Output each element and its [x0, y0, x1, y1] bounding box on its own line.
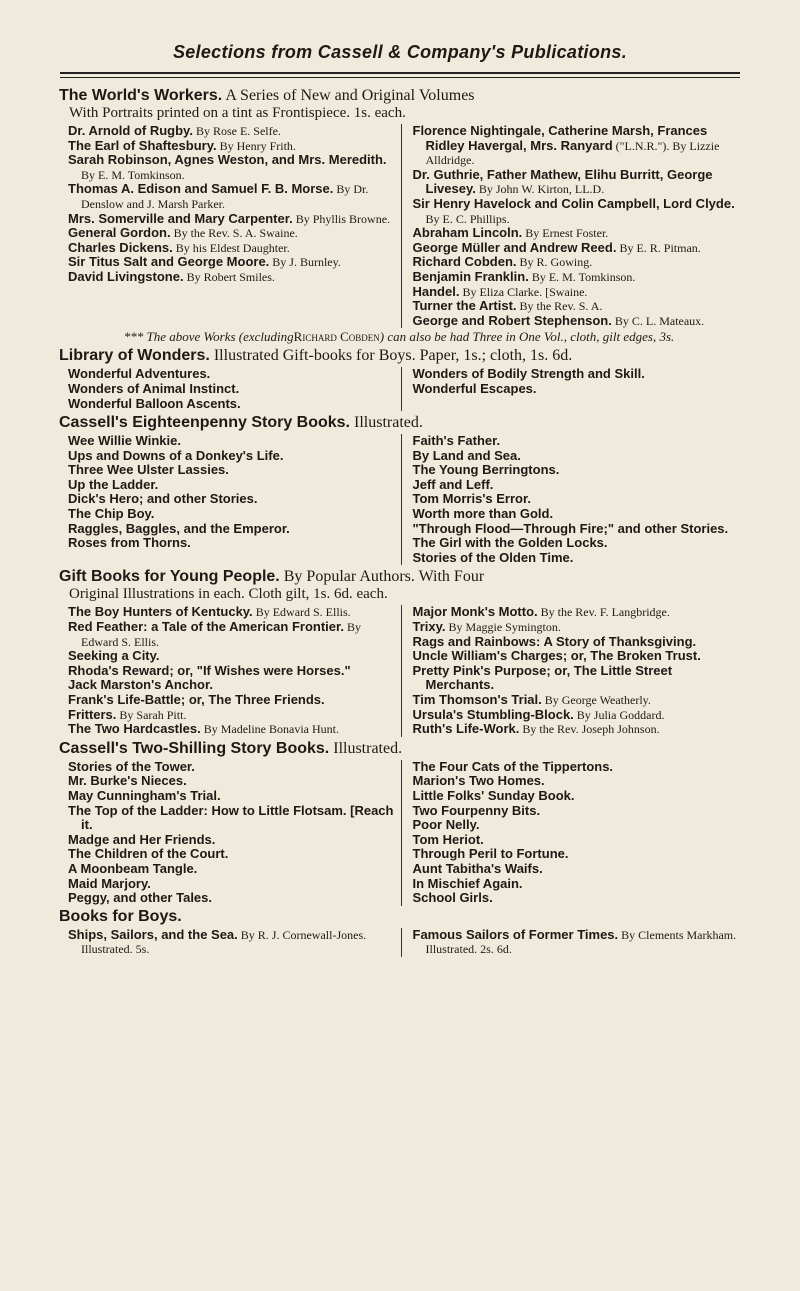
book-title: Turner the Artist.	[412, 298, 517, 314]
book-title: Dr. Guthrie, Father Mathew, Elihu Burritt, George Livesey.	[412, 166, 713, 197]
section-title: Books for Boys.	[59, 907, 182, 925]
book-author: By E. M. Tomkinson.	[81, 167, 185, 182]
book-title: Handel.	[412, 283, 460, 299]
book-title: Tom Morris's Error.	[412, 491, 531, 507]
book-entry	[68, 139, 395, 154]
column-right	[401, 605, 740, 736]
book-title: The Four Cats of the Tippertons.	[412, 758, 614, 774]
book-title: Aunt Tabitha's Waifs.	[412, 860, 543, 876]
book-title: Up the Ladder.	[68, 476, 159, 492]
book-title: Stories of the Olden Time.	[412, 549, 574, 565]
book-title: Jeff and Leff.	[412, 476, 494, 492]
book-title: Abraham Lincoln.	[412, 225, 523, 241]
book-author: By E. R. Pitman.	[616, 240, 701, 255]
book-title: By Land and Sea.	[412, 447, 521, 463]
book-title: Charles Dickens.	[68, 239, 173, 255]
book-title: School Girls.	[412, 890, 493, 906]
book-entry	[413, 299, 740, 314]
book-entry	[68, 241, 395, 256]
book-entry	[68, 605, 395, 620]
book-title: George and Robert Stephenson.	[412, 312, 612, 328]
section-columns	[68, 367, 739, 411]
book-entry	[68, 789, 395, 804]
book-entry	[413, 605, 740, 620]
book-title: Fritters.	[68, 706, 117, 722]
book-title: Two Fourpenny Bits.	[412, 802, 541, 818]
book-entry	[68, 449, 395, 464]
book-title: Trixy.	[412, 619, 446, 635]
book-entry	[413, 255, 740, 270]
book-author: By Dr. Denslow and J. Marsh Parker.	[81, 182, 369, 211]
book-author: By the Rev. S. A.	[516, 299, 603, 314]
book-entry	[413, 620, 740, 635]
book-author: By Julia Goddard.	[573, 707, 665, 722]
book-title: The Top of the Ladder: How to Little Flotsam. [Reach it.	[68, 802, 394, 833]
book-entry	[413, 551, 740, 566]
section-note	[59, 329, 739, 344]
book-author: ("L.N.R."). By Lizzie Alldridge.	[425, 138, 720, 168]
book-entry	[413, 382, 740, 397]
book-entry	[413, 774, 740, 789]
section-heading	[59, 568, 739, 586]
book-entry	[68, 153, 395, 182]
book-title: Ships, Sailors, and the Sea.	[68, 926, 238, 942]
book-title: General Gordon.	[68, 225, 171, 241]
book-entry	[413, 463, 740, 478]
book-author: By Clements Markham. Illustrated. 2s. 6d.	[425, 927, 737, 957]
book-title: Thomas A. Edison and Samuel F. B. Morse.	[68, 181, 334, 197]
book-author: By Ernest Foster.	[522, 226, 609, 241]
book-entry	[413, 862, 740, 877]
section-heading	[59, 87, 739, 105]
book-title: Wee Willie Winkie.	[68, 433, 181, 449]
book-author: By Edward S. Ellis.	[81, 620, 361, 649]
book-title: Red Feather: a Tale of the American Frontier.	[68, 619, 344, 635]
book-author: By Eliza Clarke. [Swaine.	[459, 284, 588, 299]
section-subtitle: By Popular Authors. With Four	[279, 568, 485, 586]
book-entry	[413, 124, 740, 168]
section-columns	[68, 434, 739, 565]
book-author: By Robert Smiles.	[183, 269, 275, 284]
book-title: Mr. Burke's Nieces.	[68, 773, 187, 789]
book-entry	[413, 492, 740, 507]
column-left	[68, 928, 395, 957]
column-left	[68, 124, 395, 328]
book-entry	[68, 774, 395, 789]
book-entry	[413, 522, 740, 537]
header-rule	[60, 72, 740, 74]
book-entry	[413, 434, 740, 449]
book-author: By his Eldest Daughter.	[172, 240, 290, 255]
book-title: Stories of the Tower.	[68, 758, 195, 774]
column-left	[68, 605, 395, 736]
book-entry	[413, 818, 740, 833]
book-entry	[68, 804, 395, 833]
book-author: By the Rev. S. A. Swaine.	[170, 226, 298, 241]
book-entry	[413, 708, 740, 723]
book-entry	[413, 270, 740, 285]
column-left	[68, 367, 395, 411]
book-entry	[413, 649, 740, 664]
book-title: "Through Flood—Through Fire;" and other Stories.	[412, 520, 729, 536]
book-title: Wonders of Animal Instinct.	[68, 380, 240, 396]
book-author: By Maggie Symington.	[445, 620, 561, 635]
book-entry	[68, 760, 395, 775]
book-title: Uncle William's Charges; or, The Broken Trust.	[412, 648, 701, 664]
book-title: Tim Thomson's Trial.	[412, 692, 542, 707]
section-heading	[59, 908, 739, 926]
book-title: Faith's Father.	[412, 433, 501, 449]
book-entry	[413, 847, 740, 862]
book-title: The Girl with the Golden Locks.	[412, 535, 608, 551]
book-title: Sir Titus Salt and George Moore.	[68, 254, 270, 270]
book-title: Ruth's Life-Work.	[412, 721, 520, 737]
book-title: Seeking a City.	[68, 648, 160, 664]
column-left	[68, 760, 395, 906]
column-right	[401, 928, 740, 957]
book-title: Wonders of Bodily Strength and Skill.	[412, 366, 645, 382]
book-title: Sir Henry Havelock and Colin Campbell, Lord Clyde.	[412, 195, 735, 211]
book-author: By E. M. Tomkinson.	[528, 269, 636, 284]
book-title: Benjamin Franklin.	[412, 268, 529, 284]
book-author: By E. C. Phillips.	[425, 211, 510, 226]
book-author: By C. L. Mateaux.	[611, 313, 705, 328]
book-entry	[68, 536, 395, 551]
book-entry	[413, 449, 740, 464]
book-author: By George Weatherly.	[541, 693, 651, 707]
section-title: Cassell's Eighteenpenny Story Books.	[59, 414, 350, 432]
section-title: Gift Books for Young People.	[59, 568, 280, 586]
book-entry	[413, 833, 740, 848]
book-title: Rags and Rainbows: A Story of Thanksgiving.	[412, 633, 697, 649]
book-title: David Livingstone.	[68, 268, 184, 284]
book-title: Sarah Robinson, Agnes Weston, and Mrs. Meredith.	[68, 152, 387, 168]
section-description: With Portraits printed on a tint as Frontispiece. 1s. each.	[69, 105, 406, 121]
book-entry	[413, 891, 740, 906]
section-columns	[68, 605, 739, 736]
book-author: By the Rev. Joseph Johnson.	[519, 722, 660, 737]
book-entry	[413, 664, 740, 693]
book-title: Maid Marjory.	[68, 875, 151, 891]
book-entry	[68, 397, 395, 412]
book-entry	[413, 722, 740, 737]
book-title: Frank's Life-Battle; or, The Three Friends.	[68, 692, 325, 707]
book-title: May Cunningham's Trial.	[68, 787, 221, 803]
book-entry	[413, 635, 740, 650]
catalogue-content	[59, 84, 739, 957]
book-entry	[413, 536, 740, 551]
book-title: The Young Berringtons.	[412, 462, 560, 478]
book-title: Tom Heriot.	[412, 831, 484, 847]
section-title: The World's Workers.	[59, 87, 223, 104]
section-columns	[68, 124, 739, 328]
section-title: Cassell's Two-Shilling Story Books.	[59, 739, 330, 757]
book-title: Famous Sailors of Former Times.	[412, 926, 619, 942]
book-entry	[68, 722, 395, 737]
book-title: The Children of the Court.	[68, 846, 229, 862]
book-entry	[68, 124, 395, 139]
book-entry	[413, 789, 740, 804]
book-entry	[68, 693, 395, 708]
section-columns	[68, 928, 739, 957]
book-entry	[68, 664, 395, 679]
book-entry	[68, 620, 395, 649]
book-entry	[68, 255, 395, 270]
book-title: Jack Marston's Anchor.	[68, 677, 213, 693]
book-title: Worth more than Gold.	[412, 506, 554, 522]
book-entry	[413, 226, 740, 241]
section-subtitle: Illustrated Gift-books for Boys. Paper, 1s.; cloth, 1s. 6d.	[209, 347, 573, 365]
book-entry	[68, 367, 395, 382]
section-heading	[59, 740, 739, 758]
book-entry	[413, 478, 740, 493]
book-title: Pretty Pink's Purpose; or, The Little Street Merchants.	[412, 662, 673, 693]
book-entry	[413, 314, 740, 329]
book-entry	[68, 226, 395, 241]
book-title: A Moonbeam Tangle.	[68, 860, 198, 876]
book-entry	[68, 847, 395, 862]
book-title: Madge and Her Friends.	[68, 831, 216, 847]
book-author: By R. Gowing.	[516, 255, 593, 270]
column-right	[401, 367, 740, 411]
book-author: By J. Burnley.	[269, 255, 341, 270]
book-entry	[413, 367, 740, 382]
book-author: By R. J. Cornewall-Jones. Illustrated. 5s.	[81, 927, 367, 957]
section-title: Library of Wonders.	[59, 347, 210, 365]
book-title: Major Monk's Motto.	[412, 604, 538, 620]
book-author: By Sarah Pitt.	[116, 707, 187, 722]
book-title: Poor Nelly.	[412, 817, 480, 833]
book-entry	[413, 197, 740, 226]
book-entry	[68, 708, 395, 723]
book-title: The Two Hardcastles.	[68, 721, 201, 737]
book-entry	[68, 862, 395, 877]
book-entry	[413, 877, 740, 892]
book-title: In Mischief Again.	[412, 875, 523, 891]
note-excluded: Richard Cobden	[293, 329, 380, 345]
book-entry	[413, 168, 740, 197]
book-title: Through Peril to Fortune.	[412, 846, 569, 862]
column-left	[68, 434, 395, 565]
book-entry	[68, 877, 395, 892]
book-title: George Müller and Andrew Reed.	[412, 239, 617, 255]
section-subtitle: A Series of New and Original Volumes	[222, 87, 475, 104]
book-title: Mrs. Somerville and Mary Carpenter.	[68, 210, 293, 226]
section-description: Original Illustrations in each. Cloth gilt, 1s. 6d. each.	[69, 586, 388, 603]
book-entry	[413, 693, 740, 708]
book-entry	[68, 478, 395, 493]
note-text: *** The above Works (excluding	[123, 329, 294, 345]
book-entry	[68, 463, 395, 478]
book-title: Three Wee Ulster Lassies.	[68, 462, 229, 478]
book-title: Peggy, and other Tales.	[68, 890, 212, 906]
book-entry	[68, 492, 395, 507]
book-title: Wonderful Adventures.	[68, 366, 211, 382]
book-title: Dick's Hero; and other Stories.	[68, 491, 258, 507]
book-title: Wonderful Balloon Ascents.	[68, 395, 241, 411]
book-title: Florence Nightingale, Catherine Marsh, Frances Ridley Havergal, Mrs. Ranyard	[412, 123, 708, 153]
book-title: Ups and Downs of a Donkey's Life.	[68, 447, 284, 463]
book-entry	[68, 270, 395, 285]
book-entry	[68, 182, 395, 211]
section-heading	[59, 414, 739, 432]
book-entry	[413, 928, 740, 957]
page-header: Selections from Cassell & Company's Publications.	[172, 42, 628, 62]
book-title: Dr. Arnold of Rugby.	[68, 123, 193, 138]
book-author: By John W. Kirton, LL.D.	[475, 182, 605, 197]
book-author: By Phyllis Browne.	[292, 211, 391, 226]
book-entry	[68, 434, 395, 449]
book-entry	[68, 649, 395, 664]
book-entry	[413, 760, 740, 775]
book-title: The Boy Hunters of Kentucky.	[68, 604, 253, 620]
book-title: Richard Cobden.	[412, 254, 517, 270]
book-title: The Chip Boy.	[68, 506, 155, 522]
book-title: Rhoda's Reward; or, "If Wishes were Horses."	[68, 662, 351, 678]
book-author: By Edward S. Ellis.	[252, 605, 351, 620]
section-heading	[59, 347, 739, 365]
book-entry	[68, 507, 395, 522]
book-title: Roses from Thorns.	[68, 535, 191, 551]
book-entry	[68, 212, 395, 227]
book-author: By Madeline Bonavia Hunt.	[200, 722, 339, 737]
book-entry	[68, 891, 395, 906]
book-entry	[413, 241, 740, 256]
book-entry	[413, 804, 740, 819]
section-subtitle: Illustrated.	[350, 414, 423, 432]
book-author: By Henry Frith.	[216, 138, 296, 153]
book-author: By Rose E. Selfe.	[192, 124, 281, 138]
book-title: Little Folks' Sunday Book.	[412, 787, 575, 803]
book-title: The Earl of Shaftesbury.	[68, 137, 217, 153]
book-entry	[68, 928, 395, 957]
book-author: By the Rev. F. Langbridge.	[537, 605, 670, 620]
book-title: Marion's Two Homes.	[412, 773, 545, 789]
book-entry	[68, 382, 395, 397]
column-right	[401, 124, 740, 328]
book-entry	[68, 678, 395, 693]
book-entry	[68, 833, 395, 848]
book-entry	[68, 522, 395, 537]
book-entry	[413, 507, 740, 522]
header-rule-thin	[60, 77, 740, 78]
book-entry	[413, 285, 740, 300]
note-text-rest: ) can also be had Three in One Vol., cloth, gilt edges, 3s.	[379, 329, 675, 345]
section-subtitle: Illustrated.	[329, 739, 403, 757]
column-right	[401, 434, 740, 565]
book-title: Ursula's Stumbling-Block.	[412, 706, 574, 722]
section-columns	[68, 760, 739, 906]
column-right	[401, 760, 740, 906]
book-title: Raggles, Baggles, and the Emperor.	[68, 520, 290, 536]
book-title: Wonderful Escapes.	[412, 380, 537, 396]
